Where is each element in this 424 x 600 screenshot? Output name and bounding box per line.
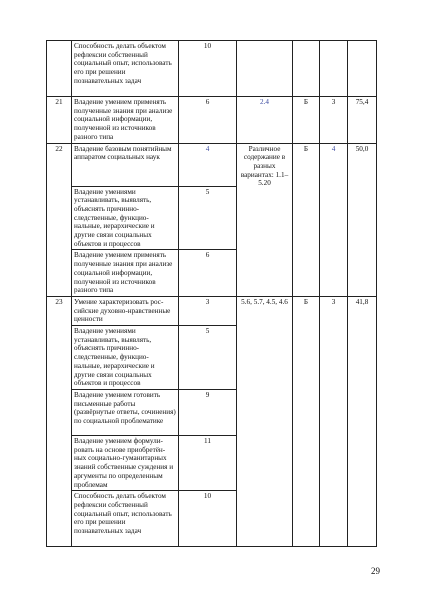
max-points: 4: [179, 143, 237, 186]
difficulty-level: Б: [293, 143, 320, 296]
task-numbers: 2.4: [237, 97, 293, 144]
completion-percent: 75,4: [348, 97, 377, 144]
difficulty-level: Б: [293, 296, 320, 546]
competency-description: Способность делать объектом рефлексии собственный социальный опыт, использовать его при решении познавательных задач: [72, 491, 179, 547]
difficulty-level: [293, 41, 320, 97]
task-numbers: Различное содержание в разных вариантах: 1.1–5.20: [237, 143, 293, 296]
competency-description: Владение умением применять полученные знания при анализе социальной информации, полученной из источников разного типа: [72, 250, 179, 297]
page-number: 29: [371, 566, 380, 576]
competency-description: Владение умением формули-ровать на основе приобретён-ных социально-гуманитарных знаний собственные суждения и аргументы по определенным проблемам: [72, 435, 179, 490]
max-points: 10: [179, 491, 237, 547]
max-points: 9: [179, 389, 237, 435]
task-count: 3: [320, 97, 348, 144]
competency-description: Способность делать объектом рефлексии собственный социальный опыт, использовать его при решении познавательных задач: [72, 41, 179, 97]
task-count: 4: [320, 143, 348, 296]
row-number: 21: [47, 97, 72, 144]
task-numbers: 5.6, 5.7, 4.5, 4.6: [237, 296, 293, 546]
task-numbers: [237, 41, 293, 97]
table-row: [47, 296, 377, 325]
competency-description: Владение умением готовить письменные работы (развёрнутые ответы, сочинения) по социальной проблематике: [72, 389, 179, 435]
row-number: 23: [47, 296, 72, 546]
max-points: 6: [179, 97, 237, 144]
max-points: 10: [179, 41, 237, 97]
max-points: 5: [179, 186, 237, 250]
task-count: [320, 41, 348, 97]
completion-percent: [348, 41, 377, 97]
results-table: [46, 40, 377, 547]
completion-percent: 41,8: [348, 296, 377, 546]
max-points: 5: [179, 326, 237, 390]
table-row: [47, 41, 377, 97]
row-number: [47, 41, 72, 97]
table-row: [47, 143, 377, 186]
max-points: 11: [179, 435, 237, 490]
completion-percent: 50,0: [348, 143, 377, 296]
competency-description: Владение умением применять полученные знания при анализе социальной информации, полученной из источников разного типа: [72, 97, 179, 144]
difficulty-level: Б: [293, 97, 320, 144]
competency-description: Владение умениями устанавливать, выявлять, объяснять причинно-следственные, функцио-нальные, иерархические и другие связи социальных объектов и процессов: [72, 186, 179, 250]
row-number: 22: [47, 143, 72, 296]
max-points: 3: [179, 296, 237, 325]
competency-description: Умение характеризовать рос-сийские духовно-нравственные ценности: [72, 296, 179, 325]
task-count: 3: [320, 296, 348, 546]
competency-description: Владение базовым понятийным аппаратом социальных наук: [72, 143, 179, 186]
table-row: [47, 97, 377, 144]
competency-description: Владение умениями устанавливать, выявлять, объяснять причинно-следственные, функцио-нальные, иерархические и другие связи социальных объектов и процессов: [72, 326, 179, 390]
max-points: 6: [179, 250, 237, 297]
